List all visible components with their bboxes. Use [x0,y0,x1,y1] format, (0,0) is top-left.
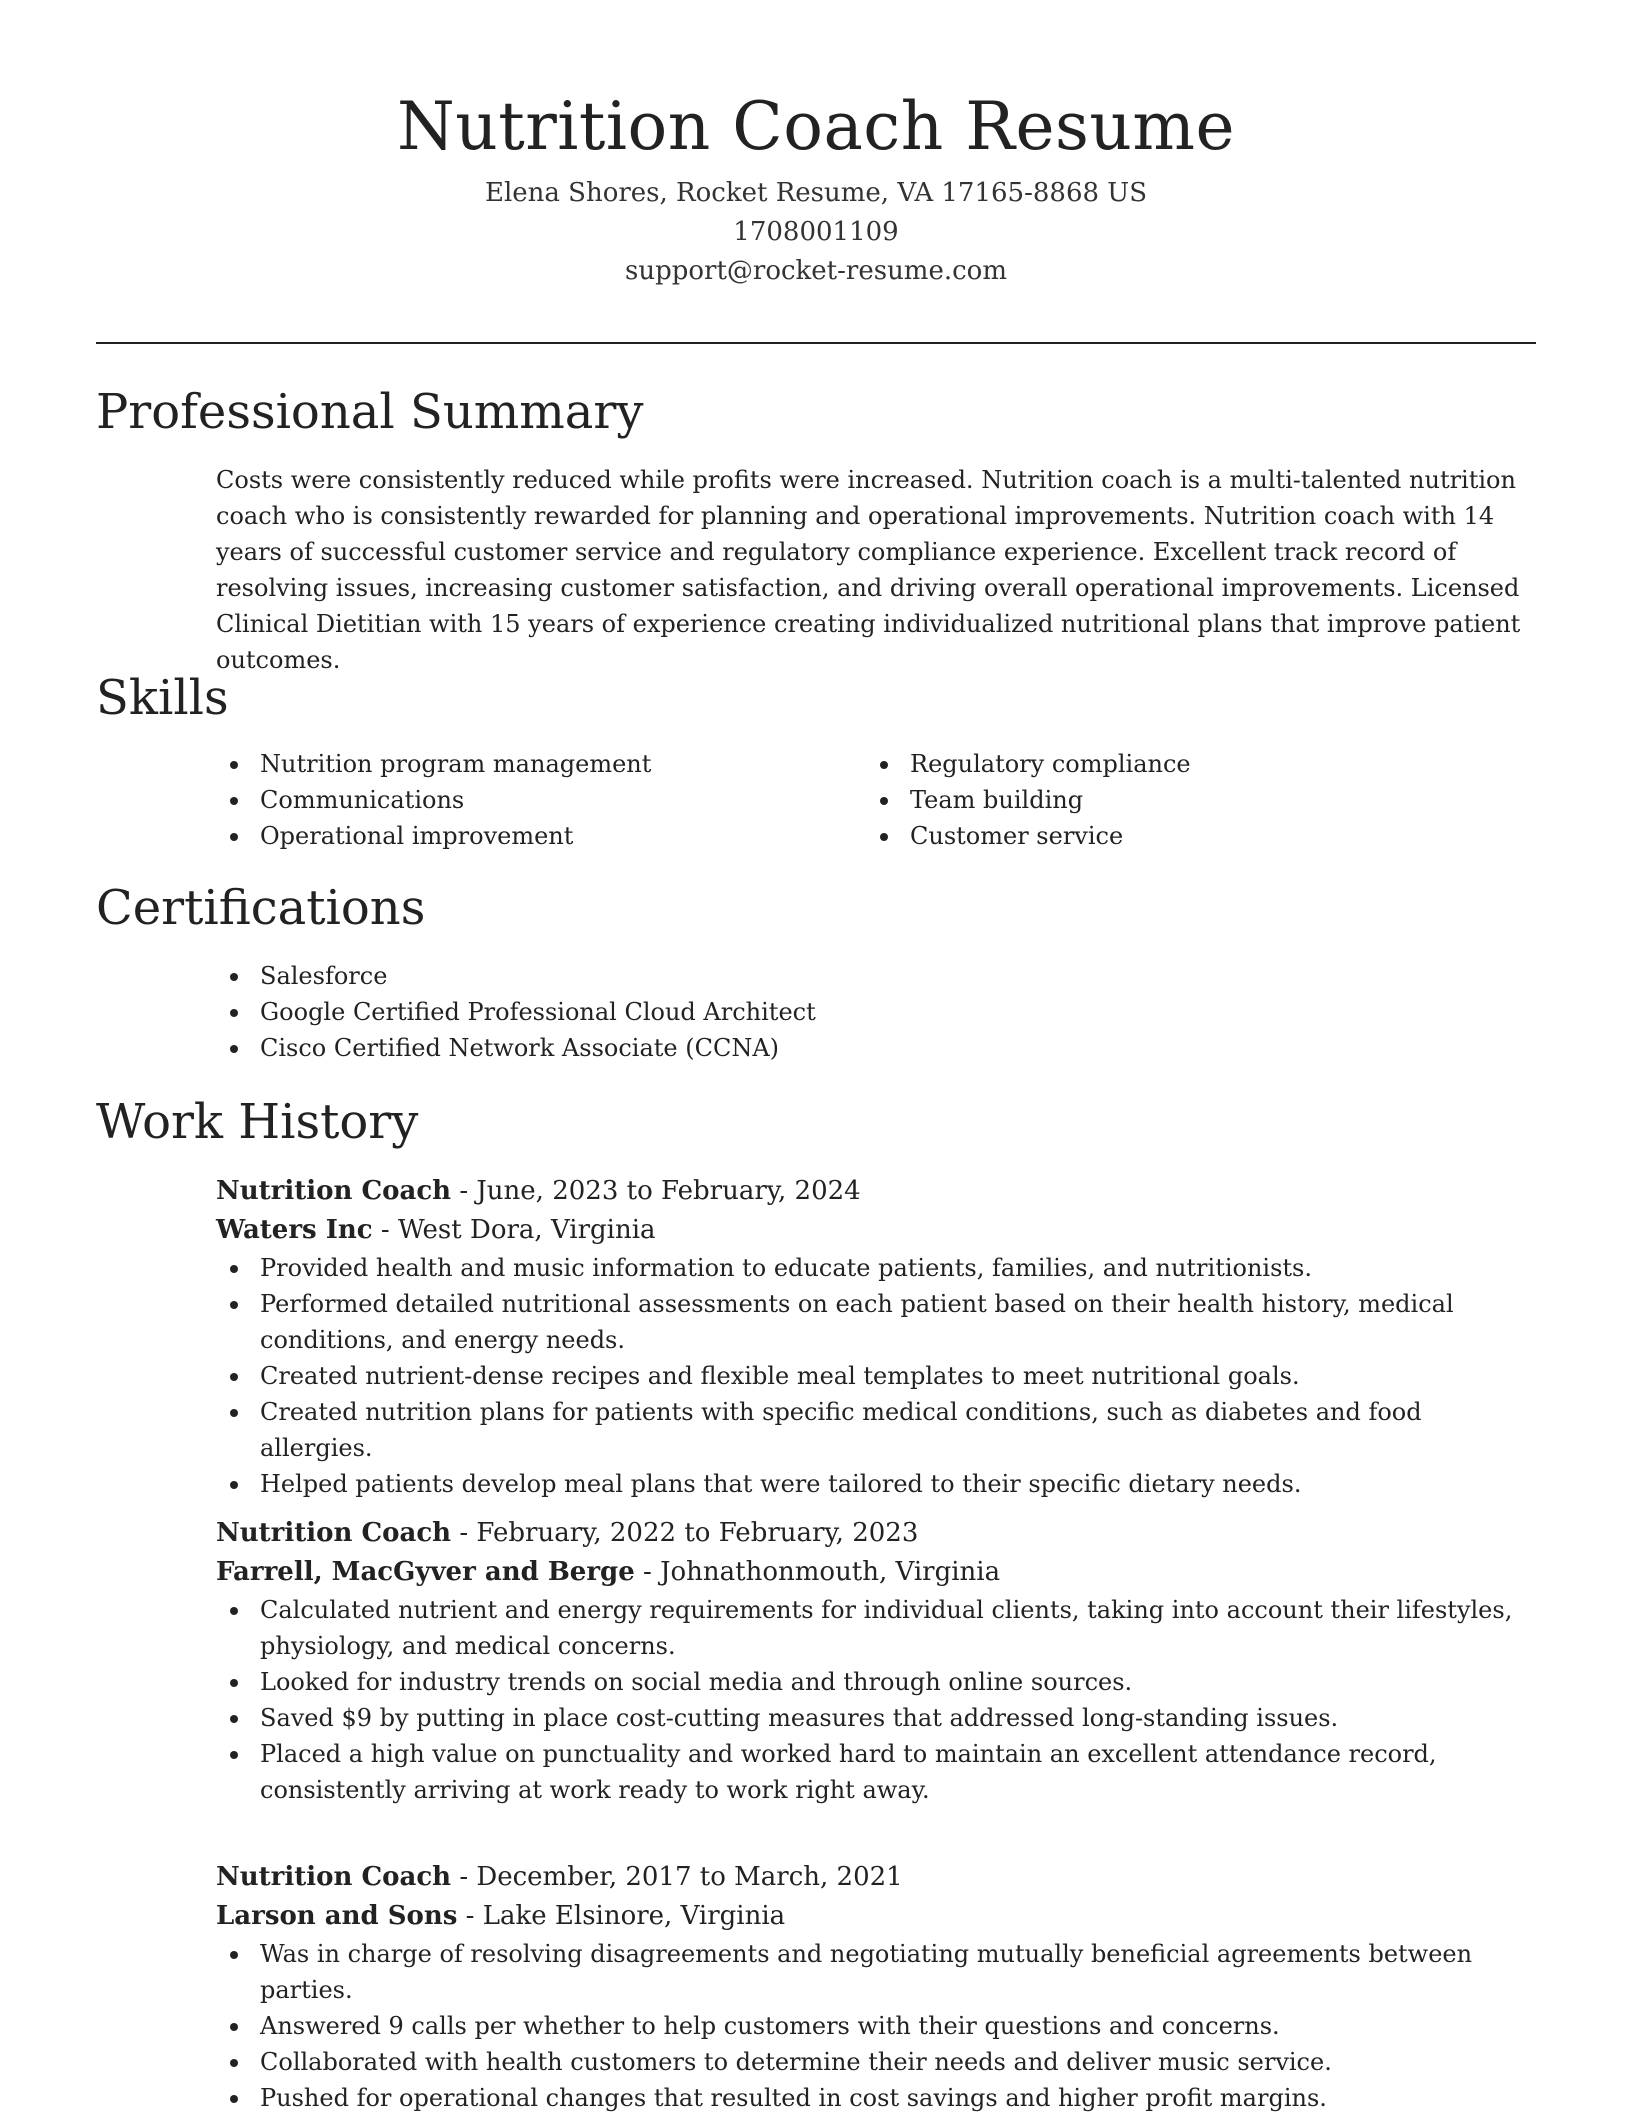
job-company-line [216,1897,1536,1936]
job-title: Nutrition Coach [216,1862,452,1892]
job-duty-item: Was in charge of resolving disagreements and negotiating mutually beneficial agreements between parties. [216,1936,1536,2008]
job-duty-item: Performed detailed nutritional assessments on each patient based on their health history, medical conditions, and energy needs. [216,1286,1536,1358]
certification-item: Salesforce [216,958,1536,994]
job-duty-item: Saved $9 by putting in place cost-cutting measures that addressed long-standing issues. [216,1700,1536,1736]
job-duty-item: Looked for industry trends on social media and through online sources. [216,1664,1536,1700]
job-location: - Lake Elsinore, Virginia [457,1901,786,1931]
skill-item: Regulatory compliance [866,746,1506,782]
job-duty-item: Helped patients develop meal plans that were tailored to their specific dietary needs. [216,1466,1536,1502]
section-heading-skills: Skills [96,670,229,726]
job-location: - Johnathonmouth, Virginia [634,1557,1001,1587]
skills-column-left [216,746,856,854]
job-duties [216,1250,1536,1502]
job-duty-item: Created nutrient-dense recipes and flexible meal templates to meet nutritional goals. [216,1358,1536,1394]
summary-text: Costs were consistently reduced while profits were increased. Nutrition coach is a multi-talented nutrition coach who is consistently rewarded for planning and operational improvements. Nutrition coach with 14 years of successful customer service and regulatory compliance experience. Excellent track record of resolving issues, increasing customer satisfaction, and driving overall operational improvements. Licensed Clinical Dietitian with 15 years of experience creating individualized nutritional plans that improve patient outcomes. [216,466,1521,674]
job-company: Larson and Sons [216,1901,458,1931]
skill-item: Operational improvement [216,818,856,854]
job-title: Nutrition Coach [216,1176,452,1206]
section-heading-summary: Professional Summary [96,384,644,440]
job-duty-item: Answered 9 calls per whether to help customers with their questions and concerns. [216,2008,1536,2044]
job-entry [216,1172,1536,1502]
job-duty-item: Created nutrition plans for patients with specific medical conditions, such as diabetes and food allergies. [216,1394,1536,1466]
job-company-line [216,1553,1536,1592]
job-location: - West Dora, Virginia [372,1215,656,1245]
section-heading-work-history: Work History [96,1094,419,1150]
job-duty-item: Calculated nutrient and energy requirements for individual clients, taking into account their lifestyles, physiology, and medical concerns. [216,1592,1536,1664]
skill-item: Communications [216,782,856,818]
job-title-line [216,1172,1536,1211]
job-dates: - February, 2022 to February, 2023 [451,1518,919,1548]
skill-item: Customer service [866,818,1506,854]
skill-item: Team building [866,782,1506,818]
job-title-line [216,1514,1536,1553]
job-entry [216,1514,1536,1808]
section-heading-certifications: Certifications [96,880,426,936]
certification-item: Cisco Certified Network Associate (CCNA) [216,1030,1536,1066]
job-company-line [216,1211,1536,1250]
job-dates: - June, 2023 to February, 2024 [451,1176,861,1206]
job-duty-item: Placed a high value on punctuality and worked hard to maintain an excellent attendance record, consistently arriving at work ready to work right away. [216,1736,1536,1808]
skill-item: Nutrition program management [216,746,856,782]
job-dates: - December, 2017 to March, 2021 [451,1862,903,1892]
job-company: Waters Inc [216,1215,373,1245]
resume-header [96,80,1536,291]
job-duty-item: Provided health and music information to educate patients, families, and nutritionists. [216,1250,1536,1286]
job-duty-item: Pushed for operational changes that resulted in cost savings and higher profit margins. [216,2080,1536,2116]
job-duties [216,1936,1536,2116]
contact-email: support@rocket-resume.com [624,256,1007,286]
header-divider [96,342,1536,344]
job-company: Farrell, MacGyver and Berge [216,1557,635,1587]
job-title-line [216,1858,1536,1897]
job-duty-item: Collaborated with health customers to determine their needs and deliver music service. [216,2044,1536,2080]
skills-column-right [866,746,1506,854]
page-title: Nutrition Coach Resume [396,88,1236,165]
certification-item: Google Certified Professional Cloud Architect [216,994,1536,1030]
certifications-list [216,958,1536,1066]
job-duties [216,1592,1536,1808]
contact-phone: 1708001109 [733,217,899,247]
job-title: Nutrition Coach [216,1518,452,1548]
job-entry [216,1858,1536,2116]
contact-address: Elena Shores, Rocket Resume, VA 17165-8868 US [484,178,1148,208]
